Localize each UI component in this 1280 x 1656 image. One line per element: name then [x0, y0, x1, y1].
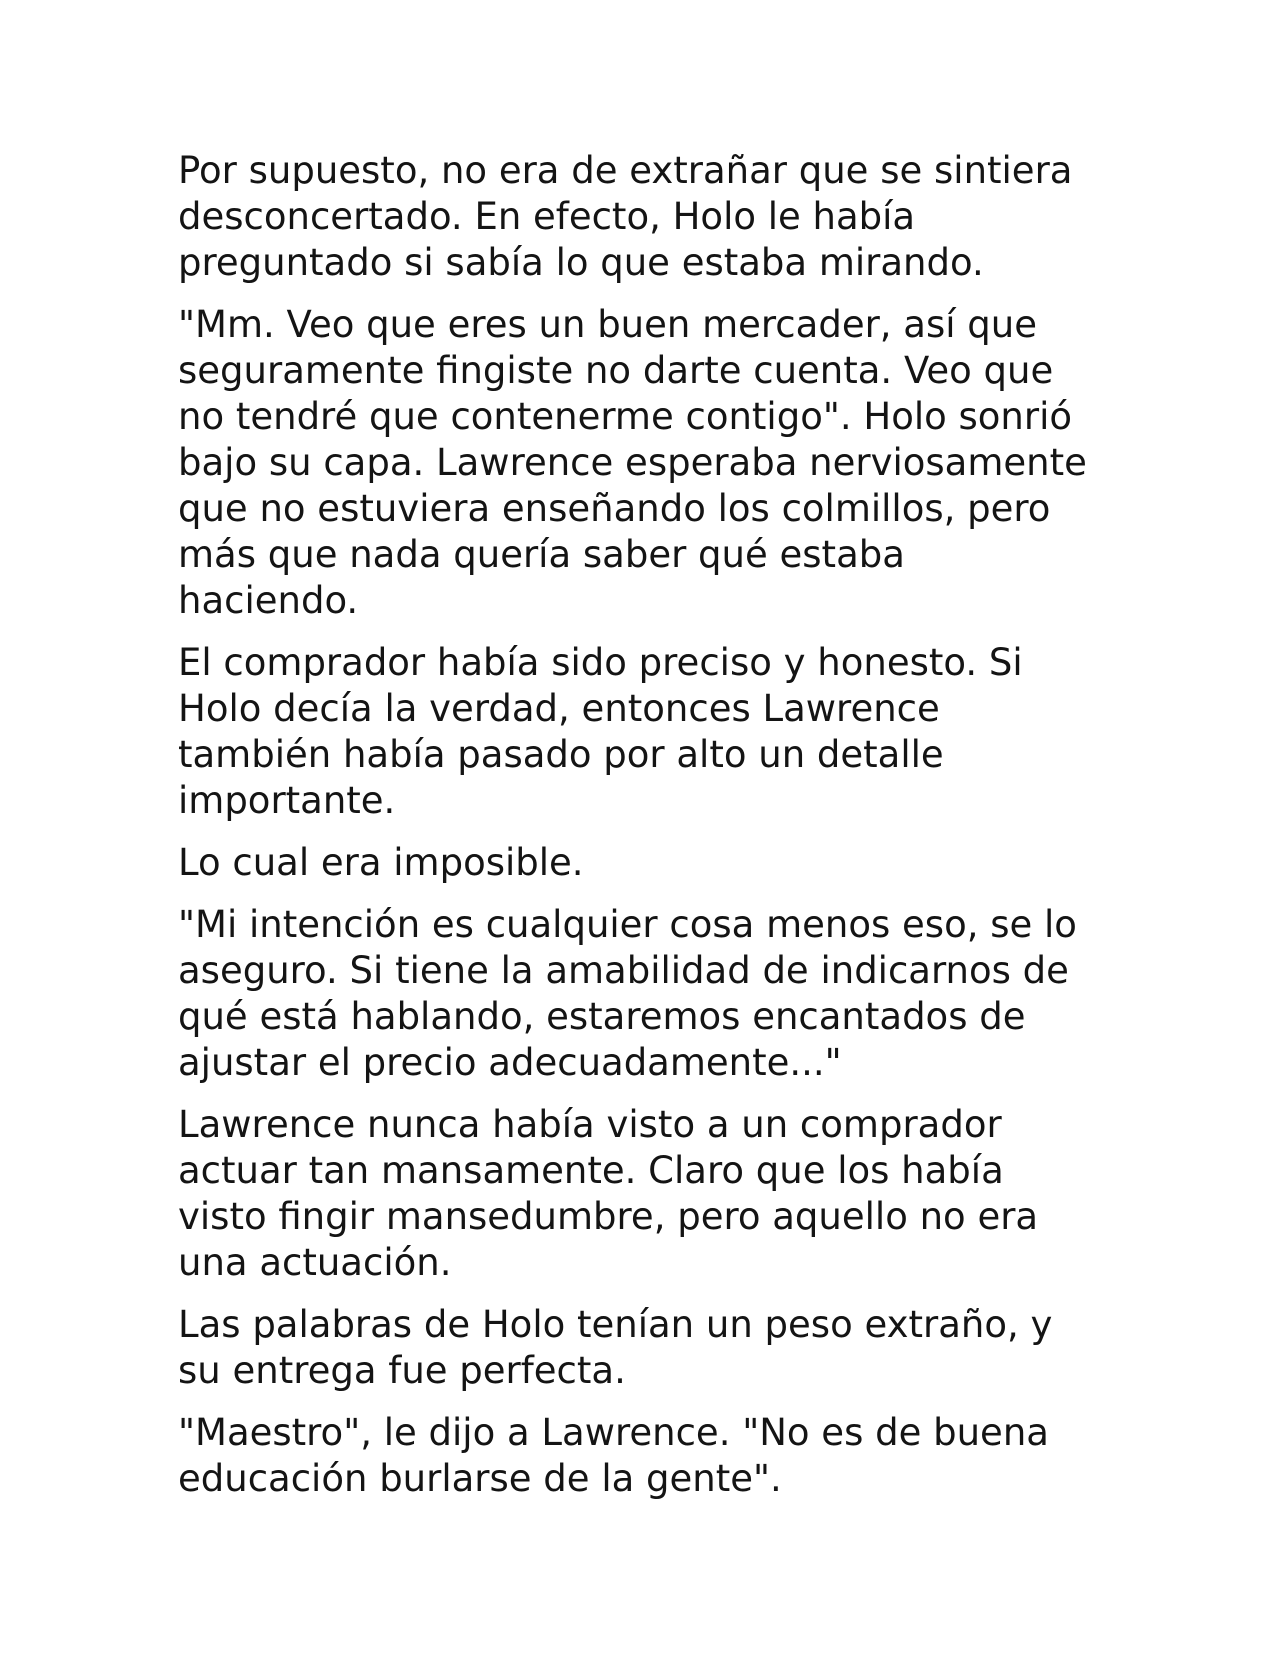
paragraph-3 [178, 640, 1118, 824]
text-line: El comprador había sido preciso y honesto. Si [178, 641, 1023, 684]
text-line: "Maestro", le dijo a Lawrence. "No es de buena [178, 1411, 1049, 1454]
text-line: que no estuviera enseñando los colmillos, pero [178, 487, 1051, 530]
text-line: haciendo. [178, 579, 359, 622]
text-line: Holo decía la verdad, entonces Lawrence [178, 687, 940, 730]
text-line: ajustar el precio adecuadamente..." [178, 1041, 842, 1084]
paragraph-6 [178, 1102, 1118, 1286]
paragraph-7 [178, 1302, 1118, 1394]
text-line: Lo cual era imposible. [178, 841, 584, 884]
text-line: desconcertado. En efecto, Holo le había [178, 195, 916, 238]
text-line: Por supuesto, no era de extrañar que se sintiera [178, 149, 1073, 192]
text-line: Las palabras de Holo tenían un peso extraño, y [178, 1303, 1053, 1346]
text-line: también había pasado por alto un detalle [178, 733, 944, 776]
text-line: una actuación. [178, 1241, 452, 1284]
paragraph-5 [178, 902, 1118, 1086]
paragraph-8 [178, 1410, 1118, 1502]
text-line: "Mm. Veo que eres un buen mercader, así que [178, 303, 1038, 346]
text-line: más que nada quería saber qué estaba [178, 533, 905, 576]
text-line: preguntado si sabía lo que estaba mirando. [178, 241, 984, 284]
text-line: aseguro. Si tiene la amabilidad de indicarnos de [178, 949, 1069, 992]
text-line: "Mi intención es cualquier cosa menos eso, se lo [178, 903, 1077, 946]
text-line: Lawrence nunca había visto a un comprador [178, 1103, 1002, 1146]
paragraph-1 [178, 148, 1118, 286]
body-text [178, 148, 1118, 1518]
text-line: su entrega fue perfecta. [178, 1349, 626, 1392]
text-line: importante. [178, 779, 396, 822]
text-line: no tendré que contenerme contigo". Holo sonrió [178, 395, 1072, 438]
text-line: qué está hablando, estaremos encantados de [178, 995, 1026, 1038]
paragraph-2 [178, 302, 1118, 624]
paragraph-4 [178, 840, 1118, 886]
text-line: educación burlarse de la gente". [178, 1457, 782, 1500]
text-line: bajo su capa. Lawrence esperaba nerviosamente [178, 441, 1087, 484]
text-line: actuar tan mansamente. Claro que los había [178, 1149, 1004, 1192]
text-line: seguramente fingiste no darte cuenta. Veo que [178, 349, 1054, 392]
text-line: visto fingir mansedumbre, pero aquello no era [178, 1195, 1039, 1238]
